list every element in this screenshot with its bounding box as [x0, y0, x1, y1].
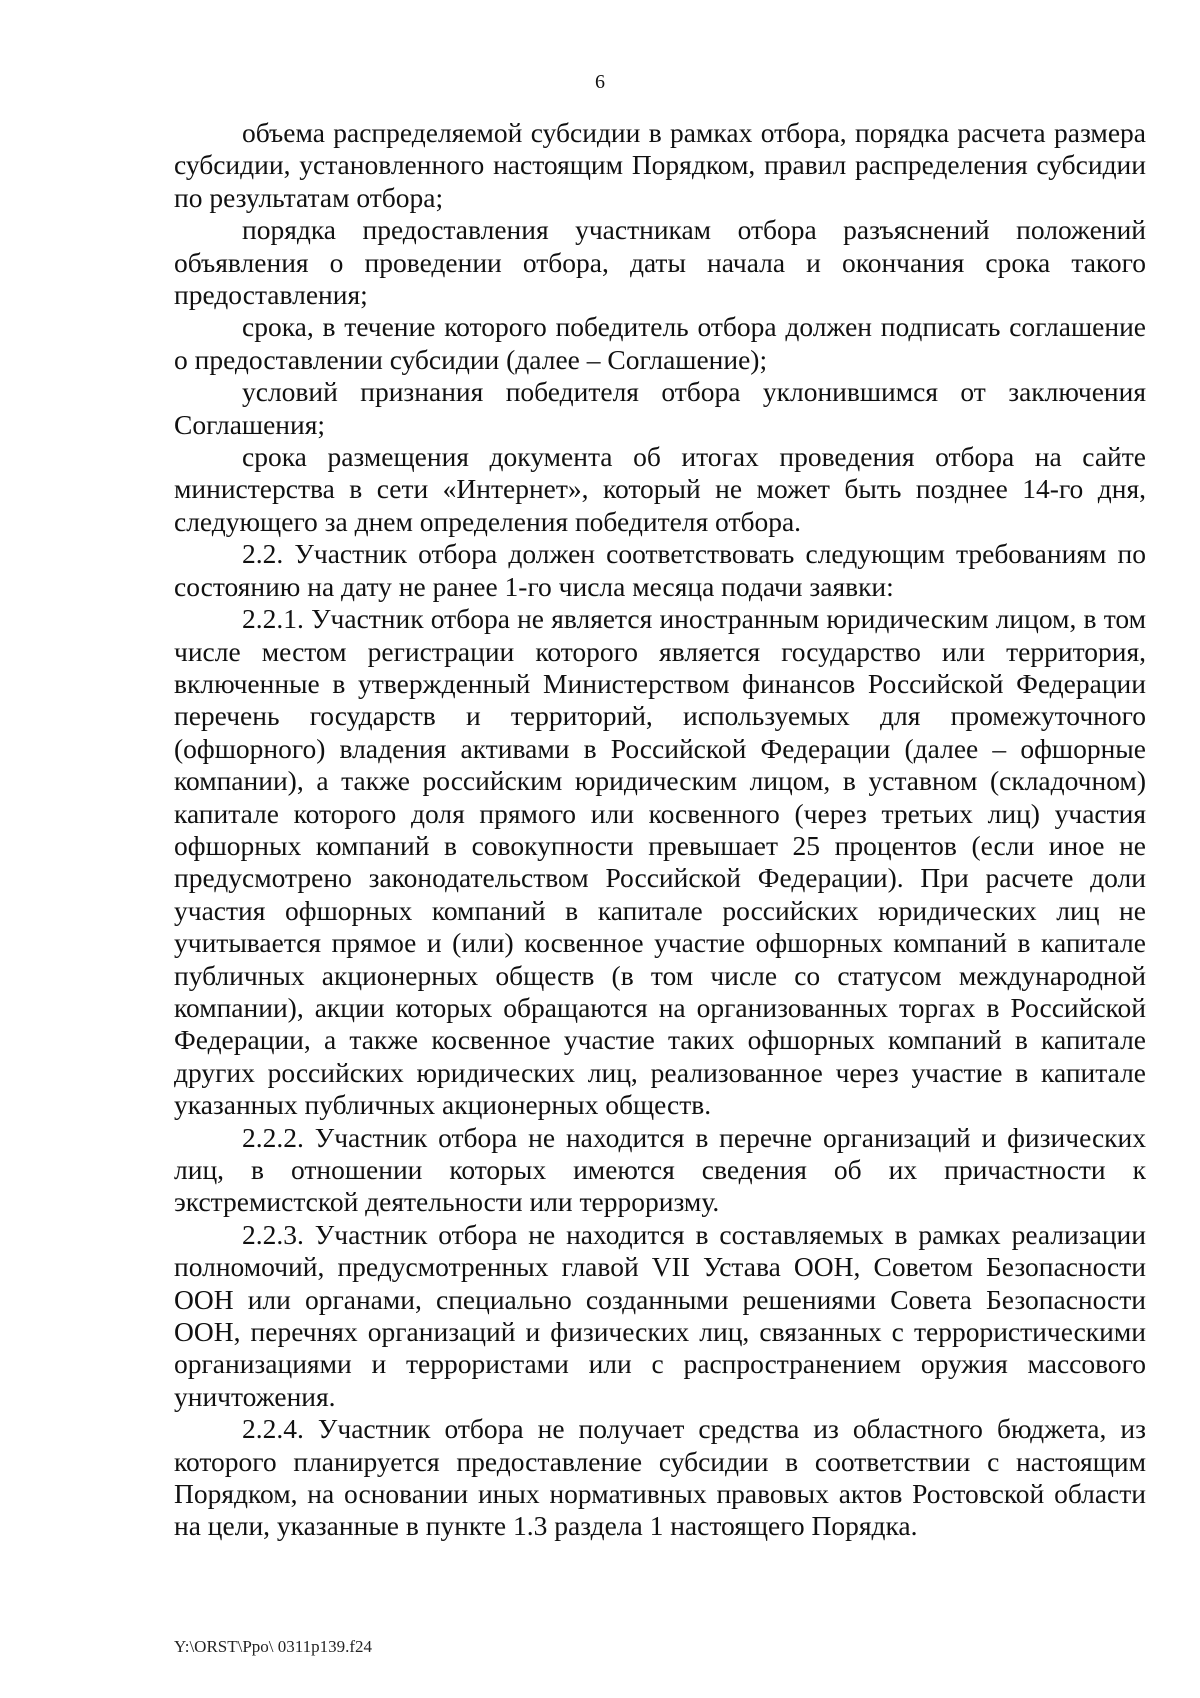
paragraph-2-2-2: 2.2.2. Участник отбора не находится в перечне организаций и физических лиц, в отношении которых имеются сведения об их причастности к экстремистской деятельности или терроризму.	[174, 1121, 1146, 1218]
page-number: 6	[595, 71, 605, 93]
file-path-footer: Y:\ORST\Ppo\ 0311p139.f24	[174, 1637, 373, 1656]
paragraph-clarifications: порядка предоставления участникам отбора разъяснений положений объявления о проведении отбора, даты начала и окончания срока такого предоставления;	[174, 214, 1146, 311]
paragraph-agreement-deadline: срока, в течение которого победитель отбора должен подписать соглашение о предоставлении субсидии (далее – Соглашение);	[174, 311, 1146, 375]
document-body	[174, 117, 1146, 1543]
paragraph-subsidy-volume: объема распределяемой субсидии в рамках отбора, порядка расчета размера субсидии, установленного настоящим Порядком, правил распределения субсидии по результатам отбора;	[174, 117, 1146, 213]
paragraph-2-2: 2.2. Участник отбора должен соответствовать следующим требованиям по состоянию на дату не ранее 1-го числа месяца подачи заявки:	[174, 538, 1146, 602]
paragraph-results-publication: срока размещения документа об итогах проведения отбора на сайте министерства в сети «Интернет», который не может быть позднее 14-го дня, следующего за днем определения победителя отбора.	[174, 441, 1146, 537]
paragraph-evasion-conditions: условий признания победителя отбора уклонившимся от заключения Соглашения;	[174, 376, 1146, 440]
paragraph-2-2-4: 2.2.4. Участник отбора не получает средства из областного бюджета, из которого планируется предоставление субсидии в соответствии с настоящим Порядком, на основании иных нормативных правовых актов Ростовской области на цели, указанные в пункте 1.3 раздела 1 настоящего Порядка.	[174, 1413, 1146, 1542]
paragraph-2-2-3: 2.2.3. Участник отбора не находится в составляемых в рамках реализации полномочий, предусмотренных главой VII Устава ООН, Советом Безопасности ООН или органами, специально созданными решениями Совета Безопасности ООН, перечнях организаций и физических лиц, связанных с террористическими организациями и террористами или с распространением оружия массового уничтожения.	[174, 1218, 1146, 1412]
paragraph-2-2-1: 2.2.1. Участник отбора не является иностранным юридическим лицом, в том числе местом регистрации которого является государство или территория, включенные в утвержденный Министерством финансов Российской Федерации перечень государств и территорий, используемых для промежуточного (офшорного) владения активами в Российской Федерации (далее – офшорные компании), а также российским юридическим лицом, в уставном (складочном) капитале которого доля прямого или косвенного (через третьих лиц) участия офшорных компаний в совокупности превышает 25 процентов (если иное не предусмотрено законодательством Российской Федерации). При расчете доли участия офшорных компаний в капитале российских юридических лиц не учитывается прямое и (или) косвенное участие офшорных компаний в капитале публичных акционерных обществ (в том числе со статусом международной компании), акции которых обращаются на организованных торгах в Российской Федерации, а также косвенное участие таких офшорных компаний в капитале других российских юридических лиц, реализованное через участие в капитале указанных публичных акционерных обществ.	[174, 603, 1146, 1121]
